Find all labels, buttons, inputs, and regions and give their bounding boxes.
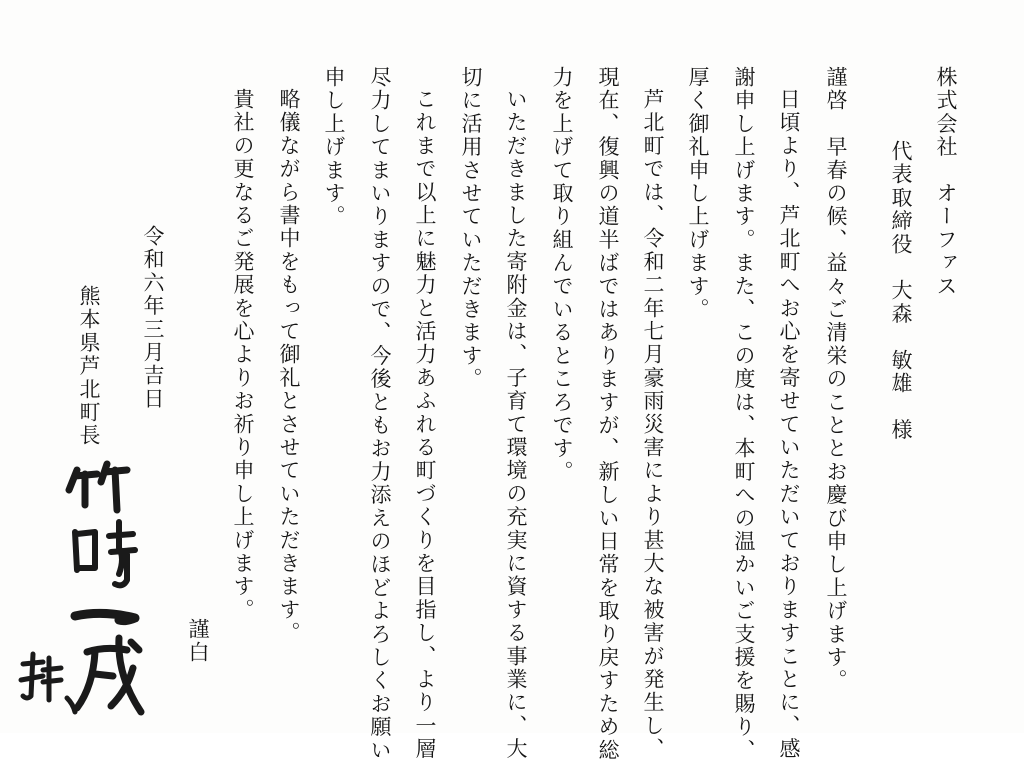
body-line-4: 厚く御礼申し上げます。 (686, 66, 710, 322)
body-line-13: 略儀ながら書中をもって御礼とさせていただきます。 (277, 88, 301, 645)
body-line-14: 貴社の更なるご発展を心よりお祈り申し上げます。 (231, 88, 255, 622)
body-line-1: 謹啓 早春の候、益々ご清栄のこととお慶び申し上げます。 (824, 66, 848, 693)
body-line-11: 尽力してまいりますので、今後ともお力添えのほどよろしくお願い (368, 66, 392, 762)
body-line-6: 現在、復興の道半ばではありますが、新しい日常を取り戻すため総 (596, 66, 620, 762)
body-line-10: これまで以上に魅力と活力あふれる町づくりを目指し、より一層 (413, 88, 437, 761)
recipient-company: 株式会社 オーファス (934, 66, 958, 298)
recipient-person: 代表取締役 大森 敏雄 様 (889, 140, 913, 442)
body-line-7: 力を上げて取り組んでいるところです。 (550, 66, 574, 484)
sender-title: 熊本県芦北町長 (77, 285, 101, 448)
handwritten-signature (15, 450, 155, 725)
body-line-8: いただきました寄附金は、子育て環境の充実に資する事業に、大 (504, 88, 528, 761)
closing-word: 謹白 (186, 618, 210, 665)
body-line-5: 芦北町では、令和二年七月豪雨災害により甚大な被害が発生し、 (641, 88, 665, 761)
body-line-9: 切に活用させていただきます。 (459, 66, 483, 391)
body-line-12: 申し上げます。 (322, 66, 346, 229)
body-line-2: 日頃より、芦北町へお心を寄せていただいておりますことに、感 (777, 88, 801, 761)
letter-date: 令和六年三月吉日 (141, 225, 165, 411)
body-line-3: 謝申し上げます。また、この度は、本町への温かいご支援を賜り、 (732, 66, 756, 762)
